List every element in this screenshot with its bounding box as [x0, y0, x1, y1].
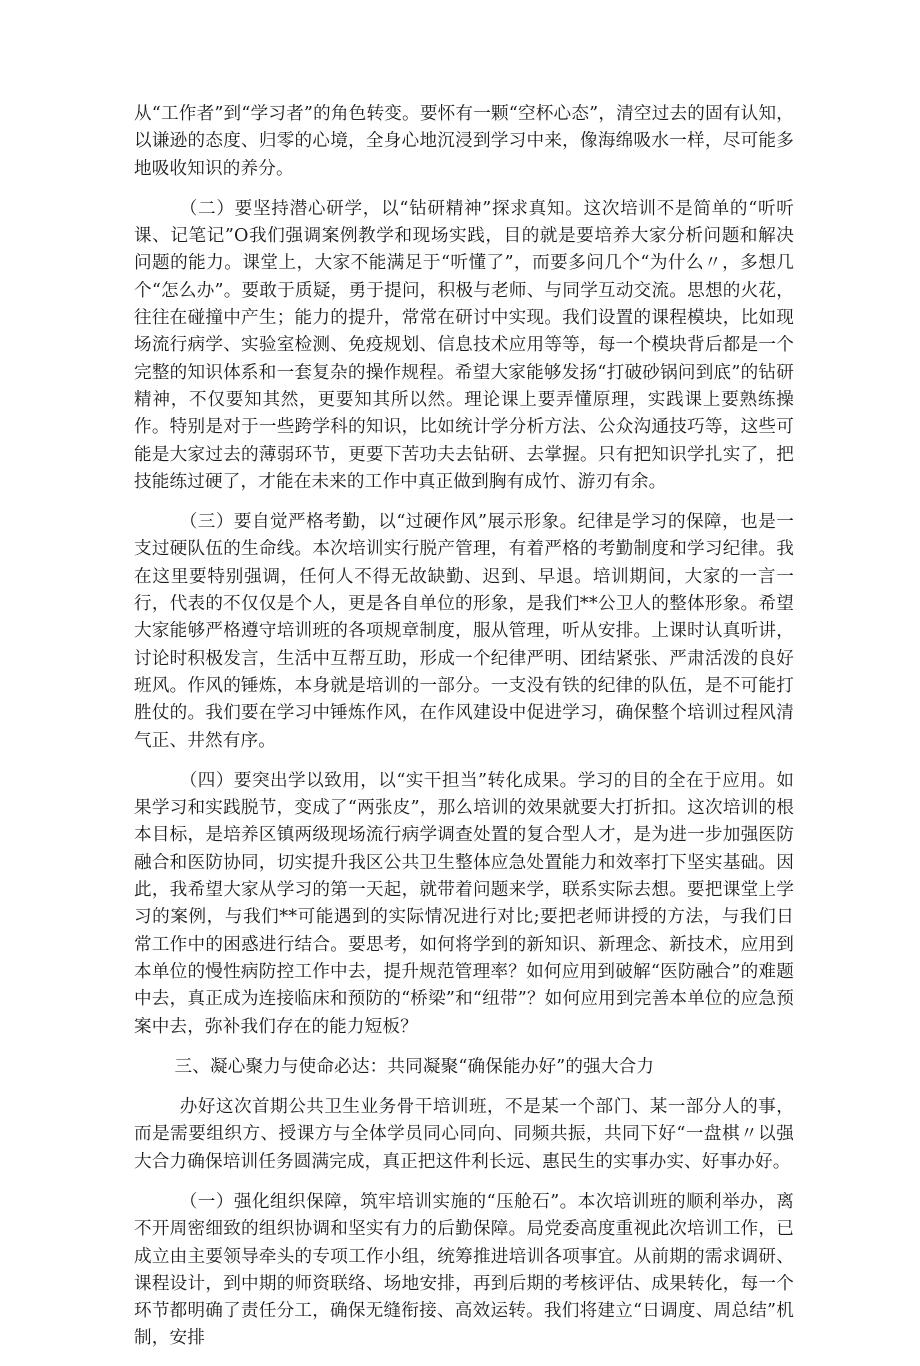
paragraph-section-2-3: （三）要自觉严格考勤，以“过硬作风”展示形象。纪律是学习的保障，也是一支过硬队伍的生命线。本次培训实行脱产管理，有着严格的考勤制度和学习纪律。我在这里要特别强调，任何人不得无故缺勤、迟到、早退。培训期间，大家的一言一行，代表的不仅仅是个人，更是各自单位的形象，是我们**公卫人的整体形象。希望大家能够严格遵守培训班的各项规章制度，服从管理，听从安排。上课时认真听讲，讨论时积极发言，生活中互帮互助，形成一个纪律严明、团结紧张、严肃活泼的良好班风。作风的锤炼，本身就是培训的一部分。一支没有铁的纪律的队伍，是不可能打胜仗的。我们要在学习中锤炼作风，在作风建设中促进学习，确保整个培训过程风清气正、井然有序。 [134, 512, 794, 751]
paragraph-section-3-intro: 办好这次首期公共卫生业务骨干培训班，不是某一个部门、某一部分人的事，而是需要组织方、授课方与全体学员同心同向、同频共振，共同下好“一盘棋〃以强大合力确保培训任务圆满完成，真正把这件利长远、惠民生的实事办实、好事办好。 [134, 1097, 794, 1172]
paragraph-continuation: 从“工作者”到“学习者”的角色转变。要怀有一颗“空杯心态”，清空过去的固有认知，以谦逊的态度、归零的心境，全身心地沉浸到学习中来，像海绵吸水一样，尽可能多地吸收知识的养分。 [134, 104, 794, 179]
document-page [134, 101, 794, 1366]
paragraph-section-2-4: （四）要突出学以致用，以“实干担当”转化成果。学习的目的全在于应用。如果学习和实践脱节，变成了“两张皮”，那么培训的效果就要大打折扣。这次培训的根本目标，是培养区镇两级现场流行病学调查处置的复合型人才，是为进一步加强医防融合和医防协同，切实提升我区公共卫生整体应急处置能力和效率打下坚实基础。因此，我希望大家从学习的第一天起，就带着问题来学，联系实际去想。要把课堂上学习的案例，与我们**可能遇到的实际情况进行对比;要把老师讲授的方法，与我们日常工作中的困惑进行结合。要思考，如何将学到的新知识、新理念、新技术，应用到本单位的慢性病防控工作中去，提升规范管理率？如何应用到破解“医防融合”的难题中去，真正成为连接临床和预防的“桥梁”和“纽带”？如何应用到完善本单位的应急预案中去，弥补我们存在的能力短板？ [134, 770, 794, 1037]
section-heading-3: 三、凝心聚力与使命必达：共同凝聚“确保能办好”的强大合力 [174, 1056, 655, 1077]
paragraph-section-3-1: （一）强化组织保障，筑牢培训实施的“压舱石”。本次培训班的顺利举办，离不开周密细致的组织协调和坚实有力的后勤保障。局党委高度重视此次培训工作，已成立由主要领导牵头的专项工作小组，统筹推进培训各项事宜。从前期的需求调研、课程设计，到中期的师资联络、场地安排，再到后期的考核评估、成果转化，每一个环节都明确了责任分工，确保无缝衔接、高效运转。我们将建立“日调度、周总结”机制，安排 [134, 1191, 794, 1349]
paragraph-section-2-2: （二）要坚持潜心研学，以“钻研精神”探求真知。这次培训不是简单的“听听课、记笔记”O我们强调案例教学和现场实践，目的就是要培养大家分析问题和解决问题的能力。课堂上，大家不能满足于“听懂了”，而要多问几个“为什么〃，多想几个“怎么办”。要敢于质疑，勇于提问，积极与老师、与同学互动交流。思想的火花，往往在碰撞中产生；能力的提升，常常在研讨中实现。我们设置的课程模块，比如现场流行病学、实验室检测、免疫规划、信息技术应用等等，每一个模块背后都是一个完整的知识体系和一套复杂的操作规程。希望大家能够发扬“打破砂锅问到底”的钻研精神，不仅要知其然，更要知其所以然。理论课上要弄懂原理，实践课上要熟练操作。特别是对于一些跨学科的知识，比如统计学分析方法、公众沟通技巧等，这些可能是大家过去的薄弱环节，更要下苦功夫去钻研、去掌握。只有把知识学扎实了，把技能练过硬了，才能在未来的工作中真正做到胸有成竹、游刃有余。 [134, 198, 794, 492]
